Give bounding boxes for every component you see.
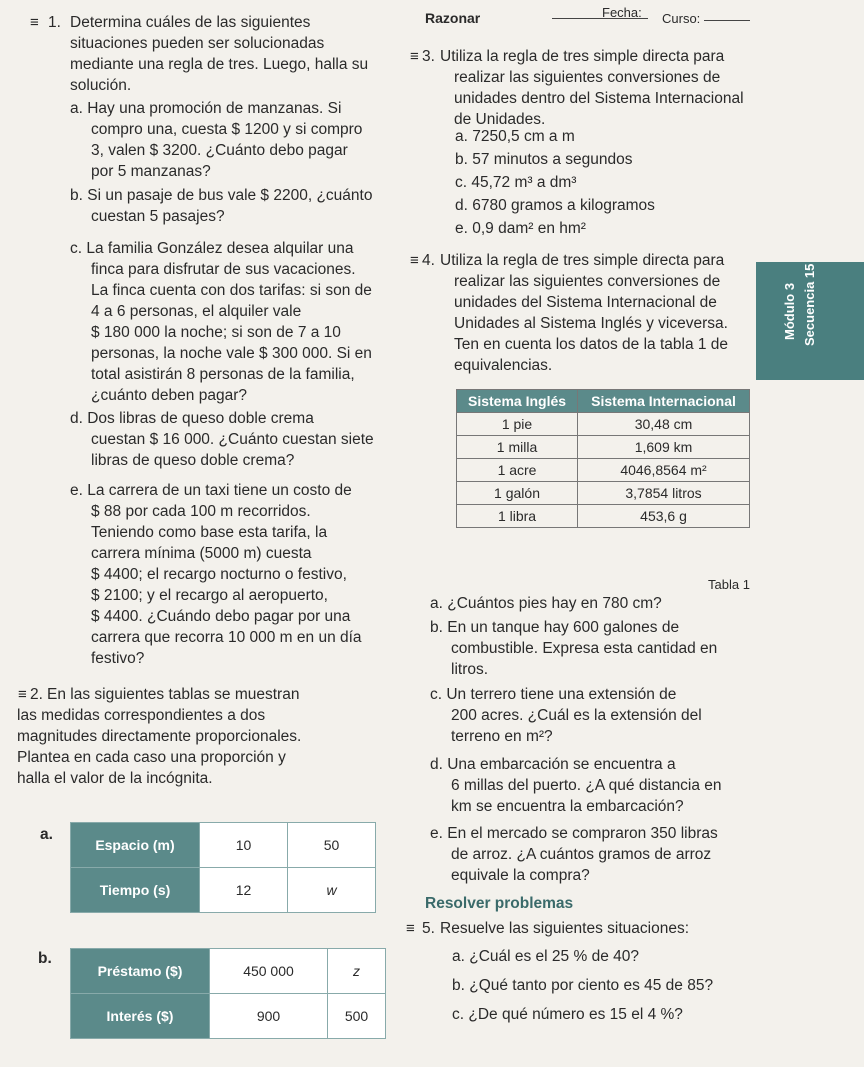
modulo-label: Módulo 3 — [782, 282, 797, 340]
q3-intro-line: de Unidades. — [454, 111, 546, 128]
table-cell: 450 000 — [210, 949, 328, 994]
q1-c-line: personas, la noche vale $ 300 000. Si en — [91, 345, 372, 362]
q1-e-line: carrera que recorra 10 000 m en un día — [91, 629, 362, 646]
q1-c-line: total asistirán 8 personas de la familia, — [91, 366, 355, 383]
q1-d — [70, 408, 374, 471]
list-item: c. ¿De qué número es 15 el 4 %? — [452, 1006, 683, 1023]
q4-e-line: e. En el mercado se compraron 350 libras — [430, 825, 718, 842]
table-caption: Tabla 1 — [708, 577, 750, 592]
q1-e-line: festivo? — [91, 650, 145, 667]
razonar-label: Razonar — [425, 10, 481, 26]
q1-b-line: b. Si un pasaje de bus vale $ 2200, ¿cuánto — [70, 187, 373, 204]
q4-b-line: combustible. Expresa esta cantidad en — [451, 640, 718, 657]
table-cell: Espacio (m) — [71, 823, 200, 868]
table-row — [71, 994, 386, 1039]
list-item: a. ¿Cuál es el 25 % de 40? — [452, 948, 639, 965]
table-cell: 900 — [210, 994, 328, 1039]
q4-intro-line: Ten en cuenta los datos de la tabla 1 de — [454, 336, 729, 353]
q4-c-line: c. Un terrero tiene una extensión de — [430, 686, 677, 703]
q1-c-line: La finca cuenta con dos tarifas: si son de — [91, 282, 372, 299]
q2-a-table — [70, 822, 376, 913]
q1-a-line: por 5 manzanas? — [91, 163, 211, 180]
q1-d-line: cuestan $ 16 000. ¿Cuánto cuestan siete — [91, 431, 374, 448]
table-cell: 50 — [288, 823, 376, 868]
q4-intro-line: Utiliza la regla de tres simple directa para — [440, 252, 725, 269]
q4-b — [430, 617, 717, 680]
q2-b-label: b. — [38, 950, 52, 967]
table-cell: z — [327, 949, 385, 994]
table-row — [71, 949, 386, 994]
q4-a — [430, 593, 662, 614]
q4-symbol: ≡ — [410, 252, 419, 269]
resolver-heading: Resolver problemas — [425, 895, 574, 912]
q1-c-line: finca para disfrutar de sus vacaciones. — [91, 261, 356, 278]
q1-a — [70, 98, 362, 182]
q1-b-line: cuestan 5 pasajes? — [91, 208, 225, 225]
q1-a-line: compro una, cuesta $ 1200 y si compro — [91, 121, 363, 138]
q1-e-line: $ 4400. ¿Cuándo debo pagar por una — [91, 608, 351, 625]
q4-e — [430, 823, 718, 886]
q4-d-line: km se encuentra la embarcación? — [451, 798, 684, 815]
table-cell: Interés ($) — [71, 994, 210, 1039]
q1-d-line: libras de queso doble crema? — [91, 452, 295, 469]
q2-intro-line: En las siguientes tablas se muestran — [47, 686, 300, 703]
q4-b-line: litros. — [451, 661, 489, 678]
table-cell: 3,7854 litros — [578, 482, 750, 505]
q1-e-line: $ 2100; y el recargo al aeropuerto, — [91, 587, 328, 604]
q4-d — [430, 754, 722, 817]
table-row — [71, 868, 376, 913]
q3-intro-line: realizar las siguientes conversiones de — [454, 69, 721, 86]
list-item: b. 57 minutos a segundos — [455, 151, 633, 168]
table-cell: 4046,8564 m² — [578, 459, 750, 482]
table-cell: 1 libra — [457, 505, 578, 528]
q2-intro-line: magnitudes directamente proporcionales. — [17, 728, 302, 745]
table-header: Sistema Internacional — [578, 390, 750, 413]
q1-e-line: carrera mínima (5000 m) cuesta — [91, 545, 312, 562]
q5-items — [452, 946, 713, 1033]
q2-b-table — [70, 948, 386, 1039]
q3-symbol: ≡ — [410, 48, 419, 65]
table-cell: 1 pie — [457, 413, 578, 436]
q1-c — [70, 238, 372, 406]
side-tab — [756, 262, 864, 380]
table-cell: 453,6 g — [578, 505, 750, 528]
q1-symbol: ≡ — [30, 14, 39, 31]
q4-e-line: equivale la compra? — [451, 867, 590, 884]
q2-number: 2. — [30, 686, 43, 703]
q2-intro — [17, 684, 302, 789]
q1-a-line: a. Hay una promoción de manzanas. Si — [70, 100, 342, 117]
q4-b-line: b. En un tanque hay 600 galones de — [430, 619, 680, 636]
q1-b — [70, 185, 372, 227]
q4-number: 4. — [422, 252, 435, 269]
q2-intro-line: Plantea en cada caso una proporción y — [17, 749, 286, 766]
fecha-line[interactable] — [552, 18, 648, 19]
table-cell: 10 — [200, 823, 288, 868]
q1-intro — [70, 12, 368, 96]
q1-d-line: d. Dos libras de queso doble crema — [70, 410, 314, 427]
table-cell: 1 galón — [457, 482, 578, 505]
q1-intro-line: situaciones pueden ser solucionadas — [70, 35, 325, 52]
table-cell: Préstamo ($) — [71, 949, 210, 994]
list-item: a. 7250,5 cm a m — [455, 128, 575, 145]
q4-c-line: 200 acres. ¿Cuál es la extensión del — [451, 707, 702, 724]
q1-a-line: 3, valen $ 3200. ¿Cuánto debo pagar — [91, 142, 348, 159]
q2-a-label: a. — [40, 826, 53, 843]
q1-intro-line: Determina cuáles de las siguientes — [70, 14, 311, 31]
q3-items — [455, 126, 655, 241]
q4-intro-line: unidades del Sistema Internacional de — [454, 294, 717, 311]
q2-symbol: ≡ — [18, 686, 27, 703]
q4-a-line: a. ¿Cuántos pies hay en 780 cm? — [430, 595, 662, 612]
q5-number: 5. — [422, 920, 435, 937]
q1-c-line: 4 a 6 personas, el alquiler vale — [91, 303, 302, 320]
q1-e-line: e. La carrera de un taxi tiene un costo de — [70, 482, 352, 499]
q1-c-line: ¿cuánto deben pagar? — [91, 387, 247, 404]
curso-line[interactable] — [704, 20, 750, 21]
table-cell: 500 — [327, 994, 385, 1039]
q4-intro-line: equivalencias. — [454, 357, 553, 374]
q3-number: 3. — [422, 48, 435, 65]
q3-intro-line: unidades dentro del Sistema Internacional — [454, 90, 744, 107]
q1-e-line: Teniendo como base esta tarifa, la — [91, 524, 328, 541]
table-row — [457, 505, 750, 528]
q1-e-line: $ 4400; el recargo nocturno o festivo, — [91, 566, 347, 583]
table-row — [457, 459, 750, 482]
q1-c-line: $ 180 000 la noche; si son de 7 a 10 — [91, 324, 341, 341]
equivalencias-table — [456, 389, 750, 528]
q3-intro — [440, 46, 744, 130]
list-item: d. 6780 gramos a kilogramos — [455, 197, 655, 214]
q1-c-line: c. La familia González desea alquilar una — [70, 240, 354, 257]
q2-intro-line: halla el valor de la incógnita. — [17, 770, 213, 787]
table-cell: 1 acre — [457, 459, 578, 482]
table-row — [71, 823, 376, 868]
q4-intro — [440, 250, 728, 376]
q3-intro-line: Utiliza la regla de tres simple directa para — [440, 48, 725, 65]
q4-d-line: d. Una embarcación se encuentra a — [430, 756, 676, 773]
table-cell: w — [288, 868, 376, 913]
table-header: Sistema Inglés — [457, 390, 578, 413]
q4-c — [430, 684, 702, 747]
q1-intro-line: solución. — [70, 77, 132, 94]
q1-e — [70, 480, 362, 669]
table-row — [457, 413, 750, 436]
q1-e-line: $ 88 por cada 100 m recorridos. — [91, 503, 311, 520]
q4-d-line: 6 millas del puerto. ¿A qué distancia en — [451, 777, 722, 794]
list-item: e. 0,9 dam² en hm² — [455, 220, 586, 237]
q5-intro: Resuelve las siguientes situaciones: — [440, 920, 689, 937]
q1-number: 1. — [48, 14, 61, 31]
table-cell: 1 milla — [457, 436, 578, 459]
table-header-row — [457, 390, 750, 413]
table-row — [457, 482, 750, 505]
table-cell: Tiempo (s) — [71, 868, 200, 913]
table-cell: 1,609 km — [578, 436, 750, 459]
q4-e-line: de arroz. ¿A cuántos gramos de arroz — [451, 846, 712, 863]
secuencia-label: Secuencia 15 — [802, 263, 817, 346]
table-cell: 30,48 cm — [578, 413, 750, 436]
q4-intro-line: Unidades al Sistema Inglés y viceversa. — [454, 315, 728, 332]
table-cell: 12 — [200, 868, 288, 913]
fecha-label: Fecha: — [602, 5, 642, 20]
q4-intro-line: realizar las siguientes conversiones de — [454, 273, 721, 290]
q5-symbol: ≡ — [406, 920, 415, 937]
list-item: b. ¿Qué tanto por ciento es 45 de 85? — [452, 977, 714, 994]
table-row — [457, 436, 750, 459]
curso-label: Curso: — [662, 11, 701, 26]
q2-intro-line: las medidas correspondientes a dos — [17, 707, 266, 724]
q4-c-line: terreno en m²? — [451, 728, 553, 745]
q1-intro-line: mediante una regla de tres. Luego, halla su — [70, 56, 369, 73]
list-item: c. 45,72 m³ a dm³ — [455, 174, 577, 191]
